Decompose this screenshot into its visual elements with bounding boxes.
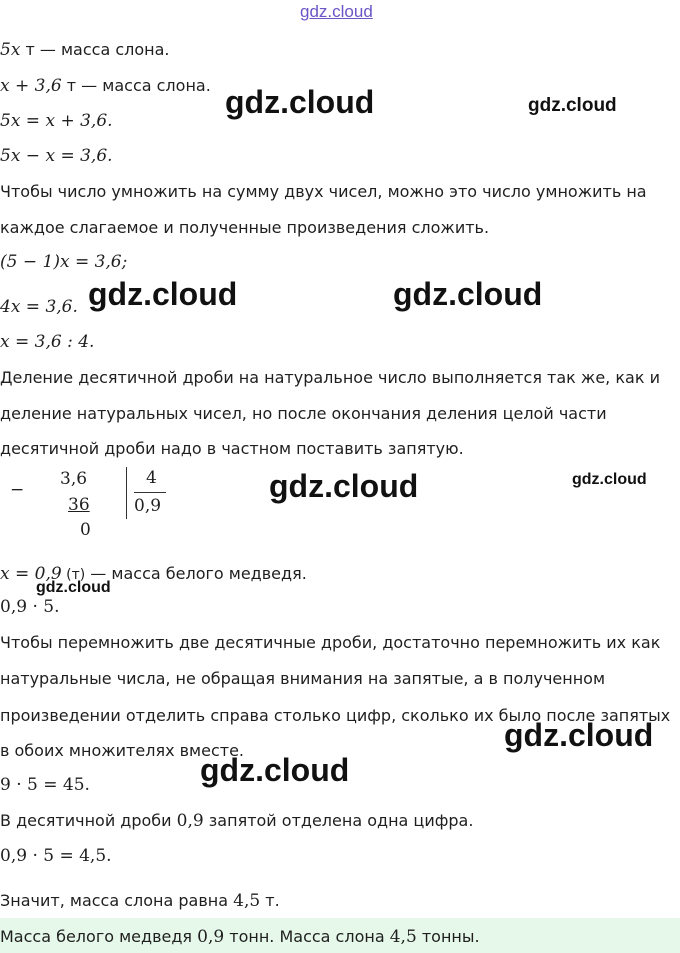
- line-12: десятичной дроби надо в частном поставить запятую.: [0, 439, 464, 458]
- math: 0,9 · 5 = 4,5.: [0, 846, 112, 866]
- text: Значит, масса слона равна: [0, 891, 234, 910]
- division-dividend: 3,6: [60, 469, 88, 489]
- line-17: произведении отделить справа столько цифр, сколько их было после запятых: [0, 706, 671, 725]
- line-21: [0, 846, 112, 866]
- text: В десятичной дроби: [0, 811, 177, 830]
- line-22: [0, 891, 280, 911]
- line-4: [0, 146, 113, 166]
- text: т.: [260, 891, 280, 910]
- watermark: gdz.cloud: [528, 95, 617, 116]
- line-20: [0, 811, 473, 831]
- text: Масса белого медведя: [0, 927, 198, 946]
- watermark: gdz.cloud: [36, 579, 111, 596]
- text: т — масса слона.: [20, 40, 170, 59]
- math: 4,5: [389, 927, 417, 947]
- math: 5x = x + 3,6.: [0, 111, 113, 131]
- division-subtrahend: 36: [68, 495, 90, 515]
- division-horizontal-bar: [134, 492, 166, 493]
- line-6: каждое слагаемое и полученные произведения сложить.: [0, 218, 490, 237]
- answer-box: [0, 918, 680, 953]
- text: т — масса слона.: [61, 76, 211, 95]
- math: x = 0,9: [0, 564, 62, 584]
- answer-text: [0, 927, 480, 947]
- division-vertical-bar: [126, 467, 127, 519]
- math: 9 · 5 = 45.: [0, 775, 90, 795]
- unit: (т): [61, 567, 86, 583]
- watermark: gdz.cloud: [88, 276, 238, 312]
- line-7: [0, 252, 127, 272]
- math: x + 3,6: [0, 76, 62, 96]
- site-logo-link[interactable]: gdz.cloud: [300, 2, 373, 21]
- division-divisor: 4: [146, 468, 157, 488]
- watermark: gdz.cloud: [504, 717, 654, 753]
- text: тонн. Масса слона: [224, 927, 390, 946]
- line-3: [0, 111, 113, 131]
- line-1: [0, 40, 170, 60]
- line-15: Чтобы перемножить две десятичные дроби, достаточно перемножить их как: [0, 633, 661, 652]
- math: 0,9: [176, 811, 204, 831]
- watermark: gdz.cloud: [225, 84, 375, 120]
- watermark: gdz.cloud: [269, 468, 419, 504]
- line-14: [0, 597, 59, 617]
- text: тонны.: [416, 927, 480, 946]
- division-remainder: 0: [80, 520, 91, 540]
- long-division: [0, 465, 200, 545]
- line-11: деление натуральных чисел, но после окончания деления целой части: [0, 404, 607, 423]
- line-19: [0, 775, 90, 795]
- line-8: [0, 297, 78, 317]
- division-minus: −: [10, 480, 25, 500]
- watermark: gdz.cloud: [393, 276, 543, 312]
- math: 0,9: [197, 927, 225, 947]
- line-2: [0, 76, 211, 96]
- math: 4x = 3,6.: [0, 297, 78, 317]
- line-5: Чтобы число умножить на сумму двух чисел, можно это число умножить на: [0, 182, 647, 201]
- math: 5x − x = 3,6.: [0, 146, 113, 166]
- line-9: [0, 332, 94, 352]
- math: x = 3,6 : 4.: [0, 332, 95, 352]
- watermark: gdz.cloud: [572, 471, 647, 488]
- line-16: натуральные числа, не обращая внимания на запятые, а в полученном: [0, 669, 606, 688]
- math: 0,9 · 5.: [0, 597, 60, 617]
- math: 4,5: [233, 891, 261, 911]
- text: запятой отделена одна цифра.: [203, 811, 474, 830]
- watermark: gdz.cloud: [200, 752, 350, 788]
- math: 5x: [0, 40, 21, 60]
- line-10: Деление десятичной дроби на натуральное число выполняется так же, как и: [0, 368, 660, 387]
- math: (5 − 1)x = 3,6;: [0, 252, 128, 272]
- line-18: в обоих множителях вместе.: [0, 741, 245, 760]
- text: — масса белого медведя.: [85, 564, 307, 583]
- division-quotient: 0,9: [134, 496, 162, 516]
